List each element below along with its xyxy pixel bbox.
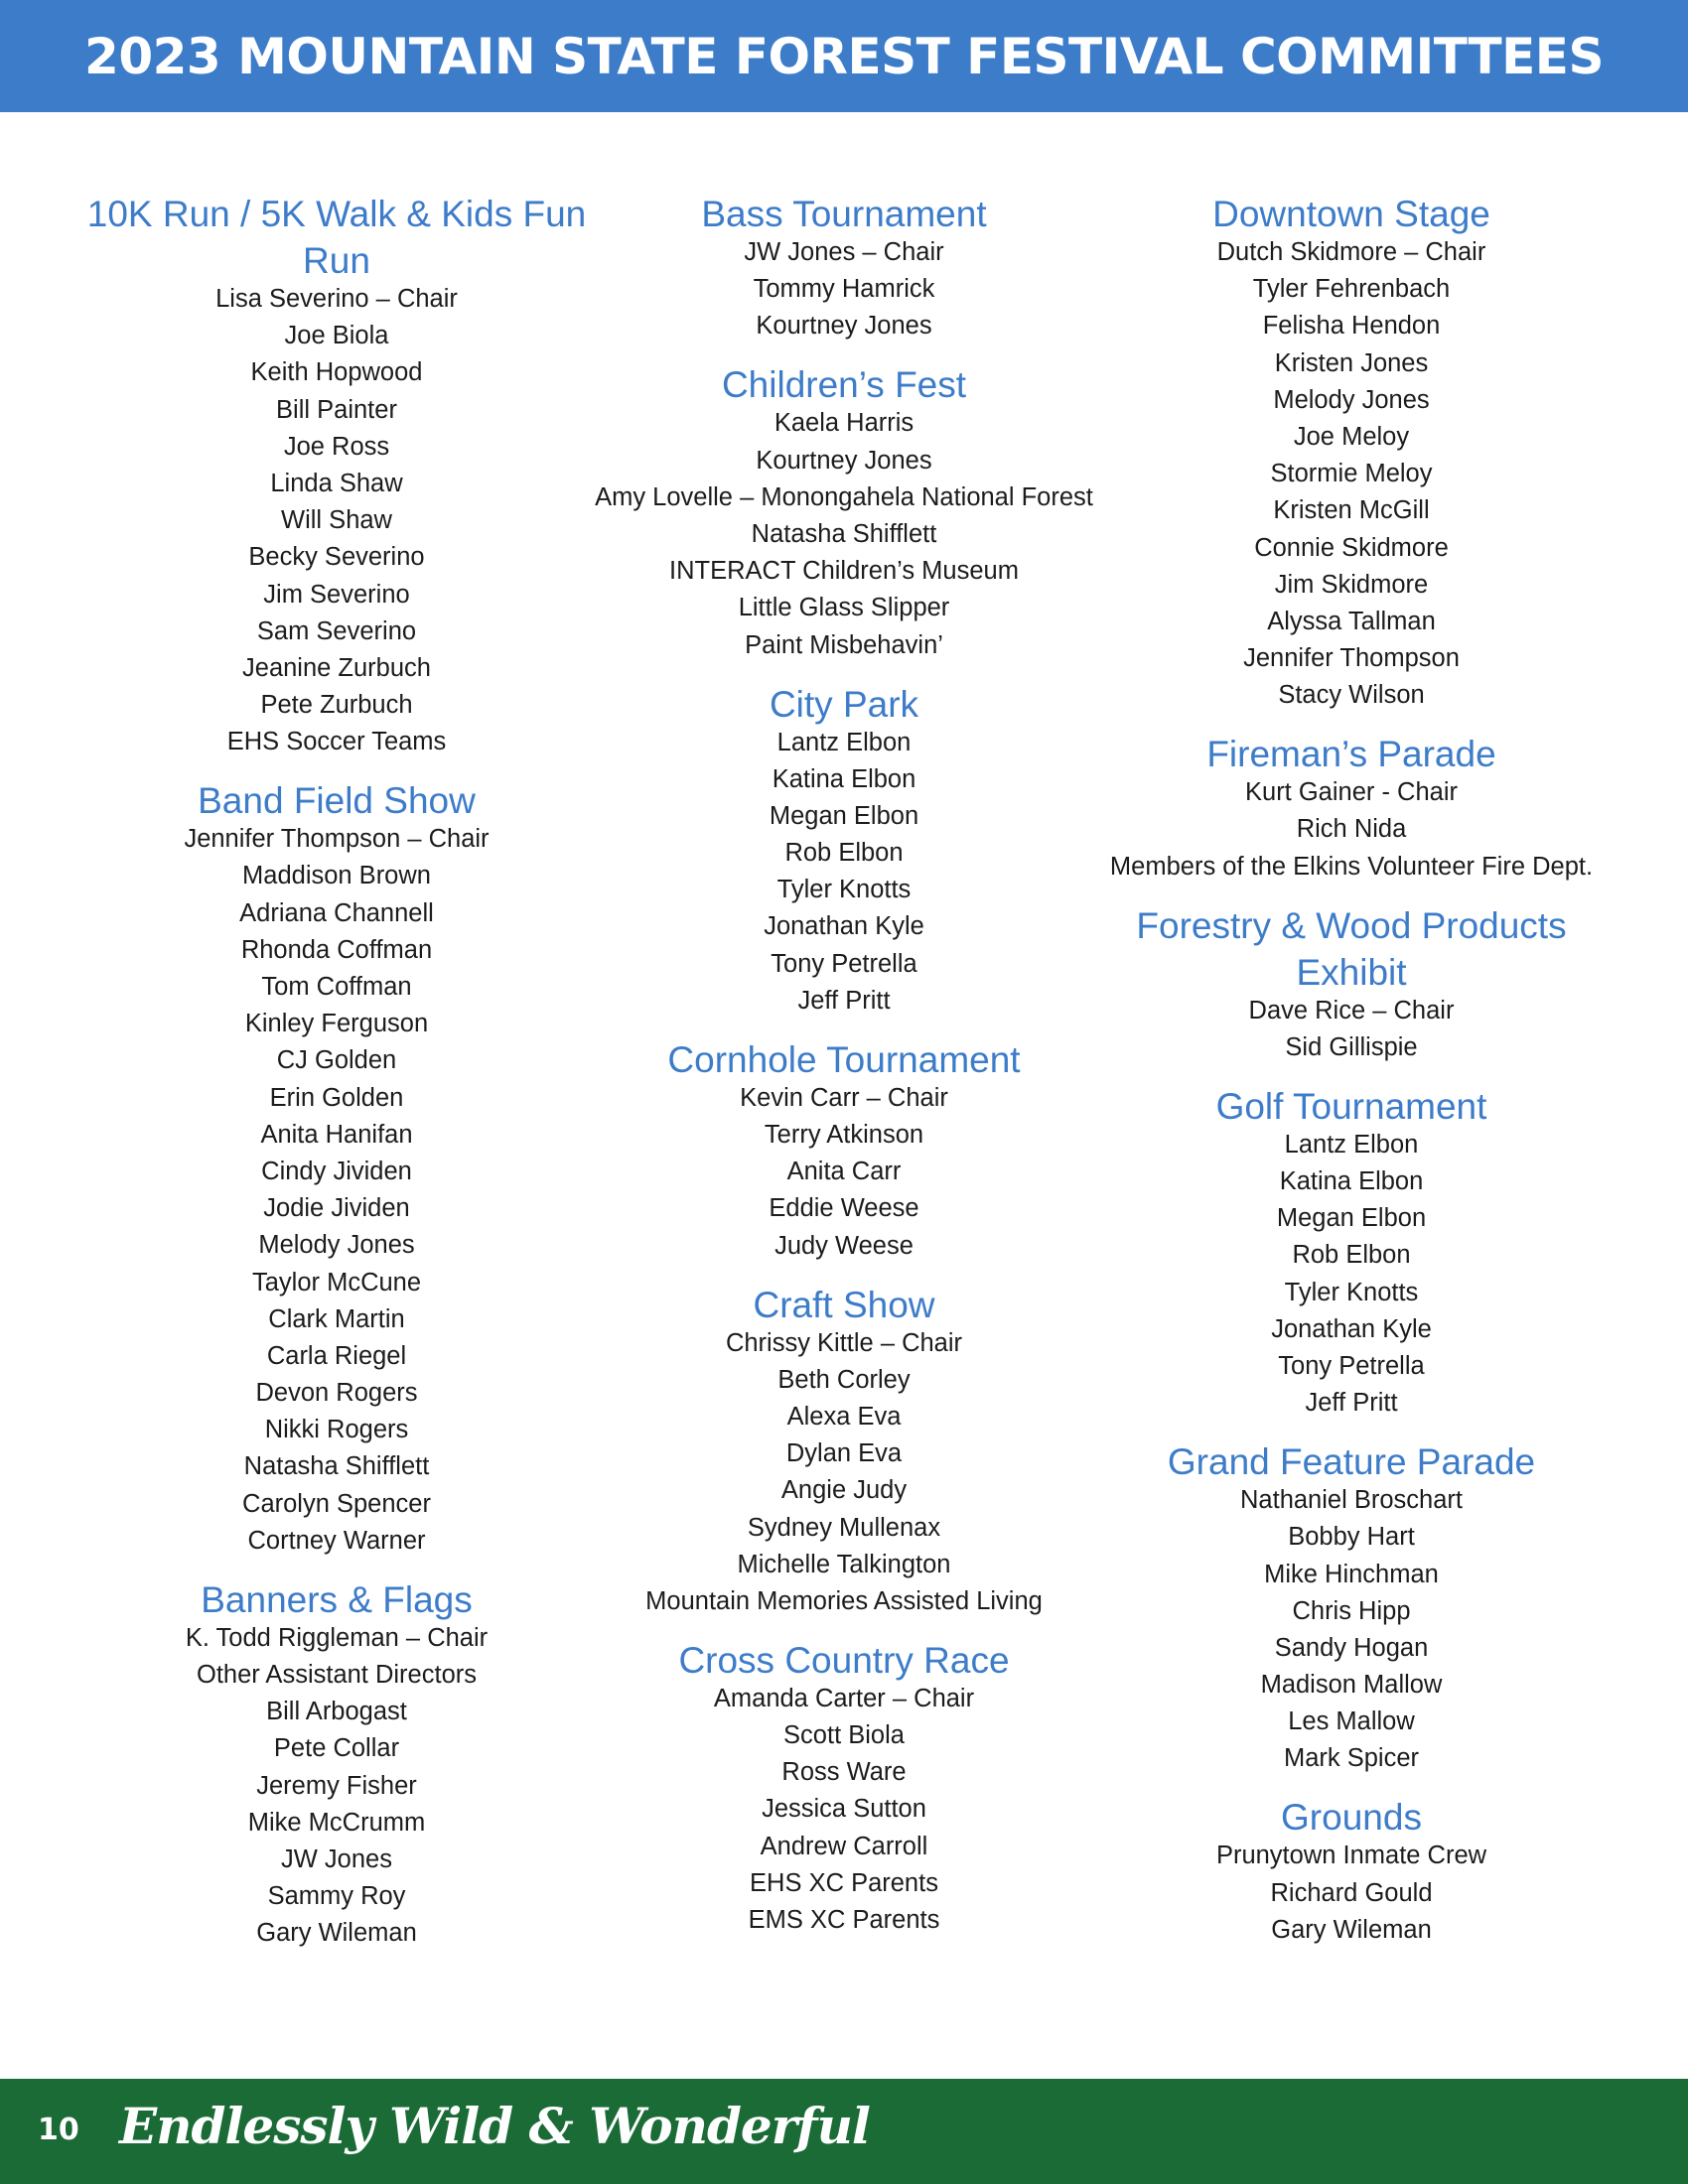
member-name: Angie Judy: [780, 1476, 908, 1505]
member-name: Tony Petrella: [1278, 1351, 1425, 1380]
member-name: Richard Gould: [1270, 1878, 1433, 1907]
member-name: Natasha Shifflett: [751, 519, 937, 548]
header-bar: [0, 0, 1688, 112]
committee-block: [586, 1637, 1102, 1936]
member-name: Jim Severino: [263, 580, 410, 609]
committee-block: [1093, 731, 1610, 882]
member-list: [586, 408, 1102, 660]
committee-block: [1093, 1438, 1610, 1774]
member-list: [586, 1083, 1102, 1262]
member-name: Becky Severino: [248, 543, 425, 572]
member-name: Prunytown Inmate Crew: [1215, 1842, 1487, 1870]
member-list: [586, 1684, 1102, 1936]
member-name: Jennifer Thompson: [1243, 644, 1460, 673]
committee-block: [1093, 902, 1610, 1063]
member-list: [586, 1328, 1102, 1617]
member-name: Amy Lovelle – Monongahela National Forest: [595, 482, 1093, 511]
committee-title: Fireman’s Parade: [1206, 734, 1496, 775]
committee-block: [1093, 1083, 1610, 1419]
member-name: Michelle Talkington: [737, 1550, 951, 1578]
member-name: Natasha Shifflett: [243, 1452, 430, 1481]
page-title: 2023 MOUNTAIN STATE FOREST FESTIVAL COMMITTEES: [84, 27, 1604, 85]
member-name: Kourtney Jones: [756, 446, 932, 475]
member-name: Melody Jones: [258, 1231, 415, 1260]
member-name: Stacy Wilson: [1278, 681, 1425, 710]
member-name: Lantz Elbon: [776, 728, 912, 756]
member-name: Jeff Pritt: [797, 986, 891, 1015]
footer-tagline: Endlessly Wild & Wonderful: [119, 2097, 870, 2155]
member-name: Judy Weese: [774, 1231, 914, 1260]
member-name: Beth Corley: [777, 1365, 911, 1394]
member-name: Kevin Carr – Chair: [740, 1083, 948, 1112]
member-name: Mike McCrumm: [247, 1808, 426, 1837]
member-name: Gary Wileman: [256, 1919, 417, 1948]
member-name: Dylan Eva: [785, 1439, 903, 1468]
member-name: Mike Hinchman: [1264, 1560, 1439, 1588]
member-name: Jeanine Zurbuch: [242, 653, 431, 682]
member-name: Tommy Hamrick: [753, 275, 935, 304]
member-name: Carolyn Spencer: [242, 1489, 431, 1518]
member-name: Cortney Warner: [247, 1526, 426, 1555]
member-name: Kinley Ferguson: [244, 1010, 429, 1038]
member-name: Rob Elbon: [1292, 1241, 1411, 1270]
member-name: Stormie Meloy: [1270, 460, 1433, 488]
member-name: CJ Golden: [276, 1046, 397, 1075]
member-list: [1093, 1485, 1610, 1774]
member-name: Bill Arbogast: [266, 1698, 407, 1726]
committee-title: Children’s Fest: [721, 364, 967, 406]
footer-bar: [0, 2079, 1688, 2184]
committee-block: [1093, 1794, 1610, 1945]
member-name: Mark Spicer: [1283, 1744, 1420, 1773]
member-name: Anita Hanifan: [260, 1120, 413, 1149]
committee-title: Banners & Flags: [201, 1578, 473, 1620]
member-name: Terry Atkinson: [764, 1121, 924, 1149]
member-name: Maddison Brown: [242, 862, 431, 890]
committee-block: [78, 777, 595, 1557]
member-list: [1093, 1130, 1610, 1419]
committee-title: Band Field Show: [198, 780, 476, 822]
member-name: Dutch Skidmore – Chair: [1216, 238, 1486, 266]
member-name: Nathaniel Broschart: [1240, 1486, 1463, 1515]
member-name: Rhonda Coffman: [240, 935, 433, 964]
member-name: Joe Ross: [283, 432, 390, 461]
member-name: Melody Jones: [1273, 385, 1430, 414]
member-name: Tyler Fehrenbach: [1252, 275, 1451, 304]
member-name: Nikki Rogers: [264, 1416, 409, 1444]
member-name: Katina Elbon: [772, 764, 916, 793]
committee-block: [586, 1282, 1102, 1617]
member-name: Jeff Pritt: [1305, 1389, 1398, 1418]
member-name: Bill Painter: [276, 395, 397, 424]
committee-block: [78, 191, 595, 757]
member-name: Cindy Jividen: [261, 1157, 412, 1185]
committee-column-3: [1093, 191, 1610, 1966]
member-name: Alyssa Tallman: [1267, 607, 1436, 635]
member-name: Adriana Channell: [239, 898, 434, 927]
member-name: Kristen Jones: [1274, 348, 1429, 377]
member-list: [78, 824, 595, 1557]
member-name: Joe Biola: [284, 322, 389, 350]
member-name: Kristen McGill: [1273, 496, 1430, 525]
committee-title: Grounds: [1281, 1797, 1422, 1839]
member-name: Tony Petrella: [771, 949, 917, 978]
member-name: Katina Elbon: [1279, 1167, 1424, 1195]
member-name: Tyler Knotts: [1284, 1278, 1419, 1306]
member-name: Megan Elbon: [1276, 1204, 1427, 1233]
committee-title: City Park: [769, 683, 919, 725]
member-name: Erin Golden: [269, 1083, 404, 1112]
member-name: Linda Shaw: [270, 469, 403, 497]
member-list: [1093, 996, 1610, 1063]
member-name: JW Jones: [281, 1844, 392, 1873]
member-name: Ross Ware: [781, 1758, 907, 1787]
member-name: Sam Severino: [256, 616, 417, 645]
member-name: Eddie Weese: [769, 1194, 919, 1223]
member-name: Jonathan Kyle: [764, 912, 924, 941]
member-name: Pete Zurbuch: [260, 691, 413, 720]
member-name: Scott Biola: [783, 1721, 905, 1750]
committee-block: [586, 361, 1102, 660]
member-name: Chrissy Kittle – Chair: [725, 1328, 963, 1357]
committee-title: Forestry & Wood Products Exhibit: [1136, 904, 1567, 993]
member-name: Members of the Elkins Volunteer Fire Dept.: [1109, 852, 1594, 881]
member-name: Tom Coffman: [261, 973, 412, 1001]
member-name: Taylor McCune: [251, 1268, 422, 1297]
member-name: INTERACT Children’s Museum: [669, 557, 1019, 586]
committee-title: Craft Show: [753, 1284, 935, 1325]
committee-block: [1093, 191, 1610, 711]
member-name: Jodie Jividen: [263, 1194, 410, 1223]
member-name: Little Glass Slipper: [738, 594, 950, 622]
member-name: Sandy Hogan: [1274, 1633, 1429, 1662]
member-name: Devon Rogers: [255, 1379, 418, 1408]
member-name: Jessica Sutton: [762, 1795, 926, 1824]
committee-block: [586, 1036, 1102, 1262]
member-name: Keith Hopwood: [250, 358, 423, 387]
member-list: [586, 728, 1102, 1017]
member-name: Lantz Elbon: [1284, 1130, 1419, 1159]
member-name: Jennifer Thompson – Chair: [184, 825, 490, 854]
member-name: Other Assistant Directors: [196, 1661, 477, 1689]
member-list: [78, 284, 595, 757]
member-list: [586, 237, 1102, 341]
member-name: Kaela Harris: [774, 409, 914, 438]
committee-title: Cross Country Race: [678, 1639, 1010, 1681]
member-name: Jim Skidmore: [1274, 570, 1429, 599]
member-list: [1093, 1841, 1610, 1945]
member-name: Anita Carr: [786, 1158, 902, 1186]
member-name: Kurt Gainer - Chair: [1245, 778, 1458, 807]
committee-title: Bass Tournament: [701, 194, 987, 234]
committee-block: [586, 681, 1102, 1017]
member-name: Sydney Mullenax: [747, 1513, 941, 1542]
member-name: Clark Martin: [268, 1304, 405, 1333]
member-name: Sammy Roy: [267, 1882, 406, 1911]
committee-title: Grand Feature Parade: [1167, 1441, 1536, 1483]
member-name: Connie Skidmore: [1254, 533, 1449, 562]
member-name: Pete Collar: [273, 1734, 400, 1763]
member-name: K. Todd Riggleman – Chair: [185, 1623, 489, 1652]
page-number: 10: [38, 2113, 79, 2147]
committee-title: Downtown Stage: [1212, 194, 1490, 234]
member-name: Amanda Carter – Chair: [713, 1684, 975, 1712]
member-name: EMS XC Parents: [748, 1906, 940, 1934]
member-list: [1093, 777, 1610, 882]
member-name: Megan Elbon: [769, 801, 919, 830]
member-name: Tyler Knotts: [776, 876, 912, 904]
member-name: Joe Meloy: [1293, 422, 1410, 451]
committee-block: [78, 1576, 595, 1950]
member-name: Rob Elbon: [784, 839, 904, 868]
member-name: Paint Misbehavin’: [745, 630, 943, 659]
committee-column-2: [586, 191, 1102, 1956]
committee-title: Golf Tournament: [1215, 1085, 1487, 1127]
member-name: Carla Riegel: [266, 1341, 407, 1370]
member-name: Andrew Carroll: [760, 1832, 928, 1860]
member-name: Kourtney Jones: [756, 312, 932, 341]
committee-title: 10K Run / 5K Walk & Kids Fun Run: [86, 194, 587, 281]
member-list: [1093, 237, 1610, 711]
member-name: Jonathan Kyle: [1271, 1314, 1432, 1343]
member-name: EHS XC Parents: [750, 1868, 938, 1897]
member-name: Alexa Eva: [786, 1402, 902, 1431]
member-name: Dave Rice – Chair: [1248, 996, 1455, 1024]
member-name: Mountain Memories Assisted Living: [645, 1586, 1043, 1615]
committee-block: [586, 191, 1102, 341]
member-name: Les Mallow: [1288, 1707, 1415, 1736]
member-name: Chris Hipp: [1292, 1596, 1411, 1625]
member-name: JW Jones – Chair: [744, 238, 944, 266]
member-name: Bobby Hart: [1288, 1523, 1415, 1552]
member-name: Madison Mallow: [1260, 1671, 1443, 1700]
committee-title: Cornhole Tournament: [667, 1038, 1021, 1080]
member-name: Rich Nida: [1296, 815, 1407, 844]
member-name: EHS Soccer Teams: [226, 728, 447, 756]
member-name: Will Shaw: [281, 506, 392, 535]
committee-column-1: [78, 191, 595, 1969]
member-name: Sid Gillispie: [1285, 1032, 1418, 1061]
member-list: [78, 1623, 595, 1950]
member-name: Felisha Hendon: [1262, 312, 1441, 341]
member-name: Lisa Severino – Chair: [215, 285, 458, 313]
member-name: Gary Wileman: [1271, 1915, 1432, 1944]
member-name: Jeremy Fisher: [256, 1771, 417, 1800]
